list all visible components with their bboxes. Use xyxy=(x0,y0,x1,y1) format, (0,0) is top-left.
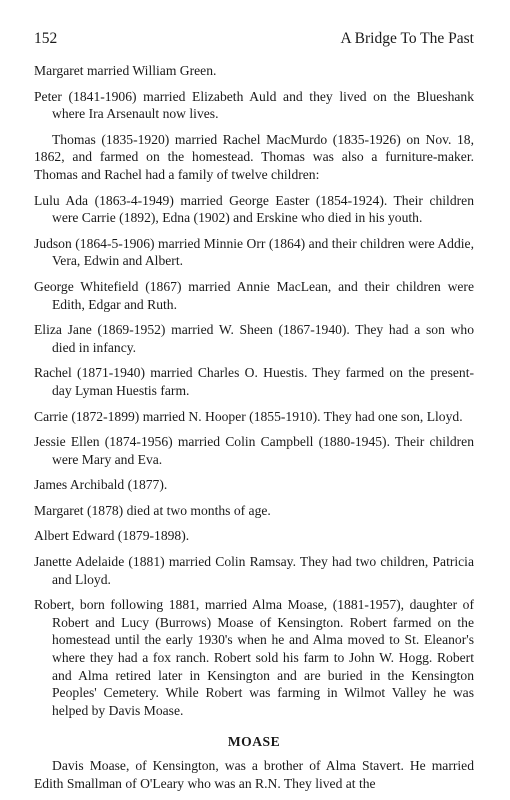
section-heading: MOASE xyxy=(227,734,281,750)
paragraph-thomas: Thomas (1835-1920) married Rachel MacMurdo (1835-1926) on Nov. 18, 1862, and farmed on the homestead. Thomas was also a furniture-maker. Thomas and Rachel had a family of twelve children: xyxy=(34,131,474,182)
paragraph-janette-adelaide: Janette Adelaide (1881) married Colin Ramsay. They had two children, Patricia and Lloyd. xyxy=(34,554,474,587)
paragraph-james-archibald: James Archibald (1877). xyxy=(34,477,168,493)
paragraph-lulu-ada: Lulu Ada (1863-4-1949) married George Easter (1854-1924). Their children were Carrie (1892), Edna (1902) and Erskine who died in his youth. xyxy=(34,192,474,226)
paragraph-margaret-1878: Margaret (1878) died at two months of age. xyxy=(34,502,271,518)
paragraph-davis-moase: Davis Moase, of Kensington, was a brother of Alma Stavert. He married Edith Smallman of O'Leary who was an R.N. They lived at the xyxy=(34,758,474,791)
paragraph-jessie-ellen: Jessie Ellen (1874-1956) married Colin Campbell (1880-1945). Their children were Mary and Eva. xyxy=(34,434,474,467)
running-header xyxy=(34,30,474,48)
paragraph-peter: Peter (1841-1906) married Elizabeth Auld and they lived on the Blueshank where Ira Arsenault now lives. xyxy=(34,88,474,122)
page-body xyxy=(34,62,474,800)
paragraph-carrie: Carrie (1872-1899) married N. Hooper (1855-1910). They had one son, Lloyd. xyxy=(34,408,463,424)
paragraph-margaret-green: Margaret married William Green. xyxy=(34,63,217,78)
paragraph-rachel: Rachel (1871-1940) married Charles O. Huestis. They farmed on the present-day Lyman Huestis farm. xyxy=(34,365,474,398)
paragraph-judson: Judson (1864-5-1906) married Minnie Orr (1864) and their children were Addie, Vera, Edwin and Albert. xyxy=(34,235,474,269)
paragraph-eliza-jane: Eliza Jane (1869-1952) married W. Sheen (1867-1940). They had a son who died in infancy. xyxy=(34,322,474,355)
paragraph-george-whitefield: George Whitefield (1867) married Annie MacLean, and their children were Edith, Edgar and Ruth. xyxy=(34,278,474,312)
paragraph-robert: Robert, born following 1881, married Alma Moase, (1881-1957), daughter of Robert and Lucy (Burrows) Moase of Kensington. Robert farmed on the homestead until the early 1930's when he and Alma moved to St. Eleanor's where they had a fox ranch. Robert sold his farm to John W. Hogg. Robert and Alma retired later in Kensington and are buried in the Kensington Peoples' Cemetery. While Robert was farming in Wilmot Valley he was helped by Davis Moase. xyxy=(34,597,474,718)
running-title: A Bridge To The Past xyxy=(340,30,474,47)
page-number: 152 xyxy=(34,30,58,47)
paragraph-albert-edward: Albert Edward (1879-1898). xyxy=(34,528,190,544)
